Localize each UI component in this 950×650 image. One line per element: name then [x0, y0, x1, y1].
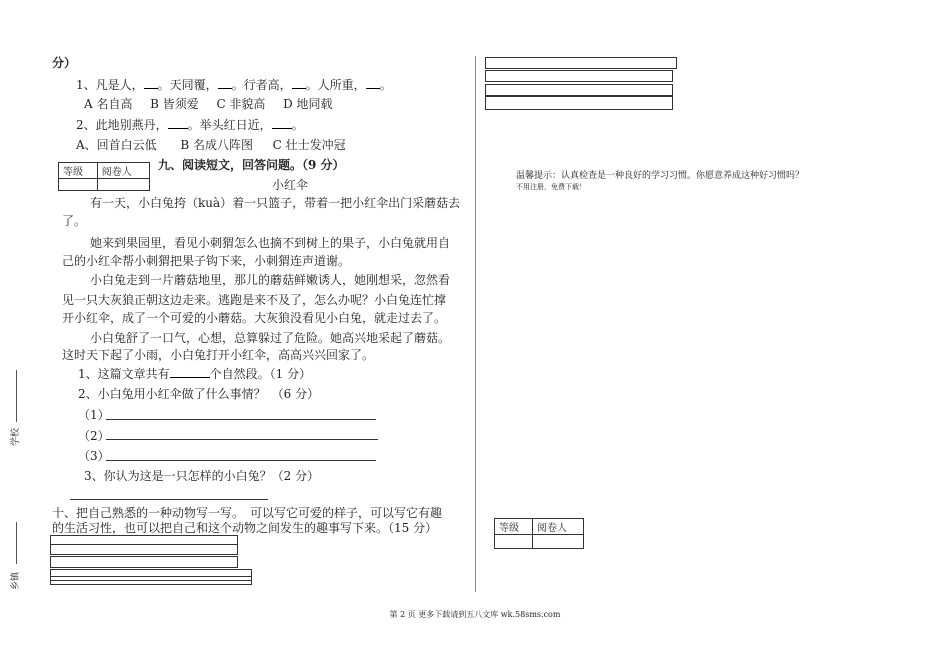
passage-line: 有一天，小白兔挎（kuà）着一只篮子，带着一把小红伞出门采蘑菇去 — [90, 196, 461, 210]
passage-line: 小白兔舒了一口气，心想，总算躲过了危险。她高兴地采起了蘑菇。 — [90, 331, 451, 345]
separator-line — [70, 499, 268, 500]
grade-label: 等级 — [59, 163, 98, 179]
answer-line-3[interactable] — [106, 460, 376, 461]
answer-label-1: （1） — [78, 408, 110, 422]
writing-line[interactable] — [485, 70, 673, 82]
answer-line-1[interactable] — [106, 419, 376, 420]
reviewer-cell[interactable] — [532, 535, 583, 549]
q8-item2-text: 。 — [291, 118, 304, 132]
reviewer-label: 阅卷人 — [532, 519, 583, 535]
blank[interactable] — [292, 77, 306, 89]
blank[interactable] — [168, 117, 188, 129]
q8-item1 — [76, 77, 392, 93]
q8-item1-text: 。 — [379, 78, 392, 92]
writing-line[interactable] — [485, 96, 673, 110]
option: A 名自高 — [84, 97, 133, 111]
grade-cell[interactable] — [495, 535, 533, 549]
q8-item1-text: 。人所重， — [305, 78, 366, 92]
tip-line1: 温馨提示：认真检查是一种良好的学习习惯。你愿意养成这种好习惯吗？ — [516, 171, 805, 181]
passage-line: 这时天下起了小雨，小白兔打开小红伞，高高兴兴回家了。 — [62, 348, 375, 362]
q8-item2-options — [76, 137, 346, 153]
writing-line[interactable] — [50, 544, 238, 555]
option: A、回首白云低 — [76, 138, 157, 152]
option: C 非貌高 — [216, 97, 266, 111]
grader-table — [58, 162, 150, 191]
q8-item1-options — [84, 96, 333, 112]
q10-line2: 的生活习性，也可以把自己和这个动物之间发生的趣事写下来。（15 分） — [52, 521, 438, 535]
q8-item2-text: 。举头红日近， — [187, 118, 272, 132]
passage-title: 小红伞 — [272, 178, 309, 192]
passage-line: 己的小红伞帮小刺猬把果子钩下来，小刺猬连声道谢。 — [62, 254, 351, 268]
q10-line1: 十、把自己熟悉的一种动物写一写。 可以写它可爱的样子，可以写它有趣 — [52, 506, 443, 520]
passage-line: 她来到果园里，看见小刺猬怎么也摘不到树上的果子，小白兔就用自 — [90, 236, 451, 250]
q9-sub1 — [78, 366, 311, 382]
tip-line2: 不用注册，免费下载！ — [516, 183, 586, 191]
paragraph-count-blank[interactable] — [170, 366, 210, 378]
passage-line: 小白兔走到一片蘑菇地里，那儿的蘑菇鲜嫩诱人，她刚想采，忽然看 — [90, 273, 451, 287]
q8-item1-text: 。天同覆， — [157, 78, 218, 92]
passage-line: 开小红伞，成了一个可爱的小蘑菇。大灰狼没看见小白兔，就走过去了。 — [62, 311, 447, 325]
q8-item1-text: 1、凡是人， — [76, 78, 144, 92]
town-label: 乡镇 — [11, 571, 21, 590]
q9-sub1-text: 个自然段。（1 分） — [209, 367, 312, 381]
writing-line[interactable] — [50, 556, 238, 568]
grade-cell[interactable] — [59, 179, 98, 191]
q8-item2-text: 2、此地别燕丹， — [76, 118, 168, 132]
writing-line[interactable] — [50, 576, 252, 585]
q9-sub2: 2、小白兔用小红伞做了什么事情？ （6 分） — [78, 387, 320, 401]
reviewer-label: 阅卷人 — [97, 163, 149, 179]
writing-line[interactable] — [485, 84, 673, 96]
passage-line: 见一只大灰狼正朝这边走来。逃跑是来不及了，怎么办呢？小白兔连忙撑 — [62, 293, 447, 307]
writing-line[interactable] — [485, 57, 677, 69]
q9-heading: 九、阅读短文，回答问题。（9 分） — [158, 158, 345, 172]
option: C 壮士发冲冠 — [272, 138, 346, 152]
column-divider — [475, 56, 476, 592]
blank[interactable] — [366, 77, 380, 89]
q8-item1-text: 。行者高， — [231, 78, 292, 92]
option: B 皆须爱 — [150, 97, 199, 111]
blank[interactable] — [272, 117, 292, 129]
q8-item2 — [76, 117, 304, 133]
answer-label-2: （2） — [78, 429, 110, 443]
grader-table-right — [494, 518, 584, 549]
answer-line-2[interactable] — [106, 439, 378, 440]
school-label: 学校 — [11, 427, 21, 446]
reviewer-cell[interactable] — [97, 179, 149, 191]
q9-sub3: 3、你认为这是一只怎样的小白兔？（2 分） — [84, 469, 320, 483]
side-rule — [16, 370, 17, 422]
blank[interactable] — [144, 77, 158, 89]
q9-sub1-text: 1、这篇文章共有 — [78, 367, 170, 381]
option: D 地同载 — [283, 97, 333, 111]
answer-label-3: （3） — [78, 449, 110, 463]
side-rule — [16, 522, 17, 564]
page-footer: 第 2 页 更多下载请到五八文库 wk.58sms.com — [389, 610, 561, 619]
option: B 名成八阵图 — [180, 138, 253, 152]
passage-line: 了。 — [62, 214, 87, 228]
blank[interactable] — [218, 77, 232, 89]
q8-tail: 分） — [52, 56, 77, 70]
grade-label: 等级 — [495, 519, 533, 535]
